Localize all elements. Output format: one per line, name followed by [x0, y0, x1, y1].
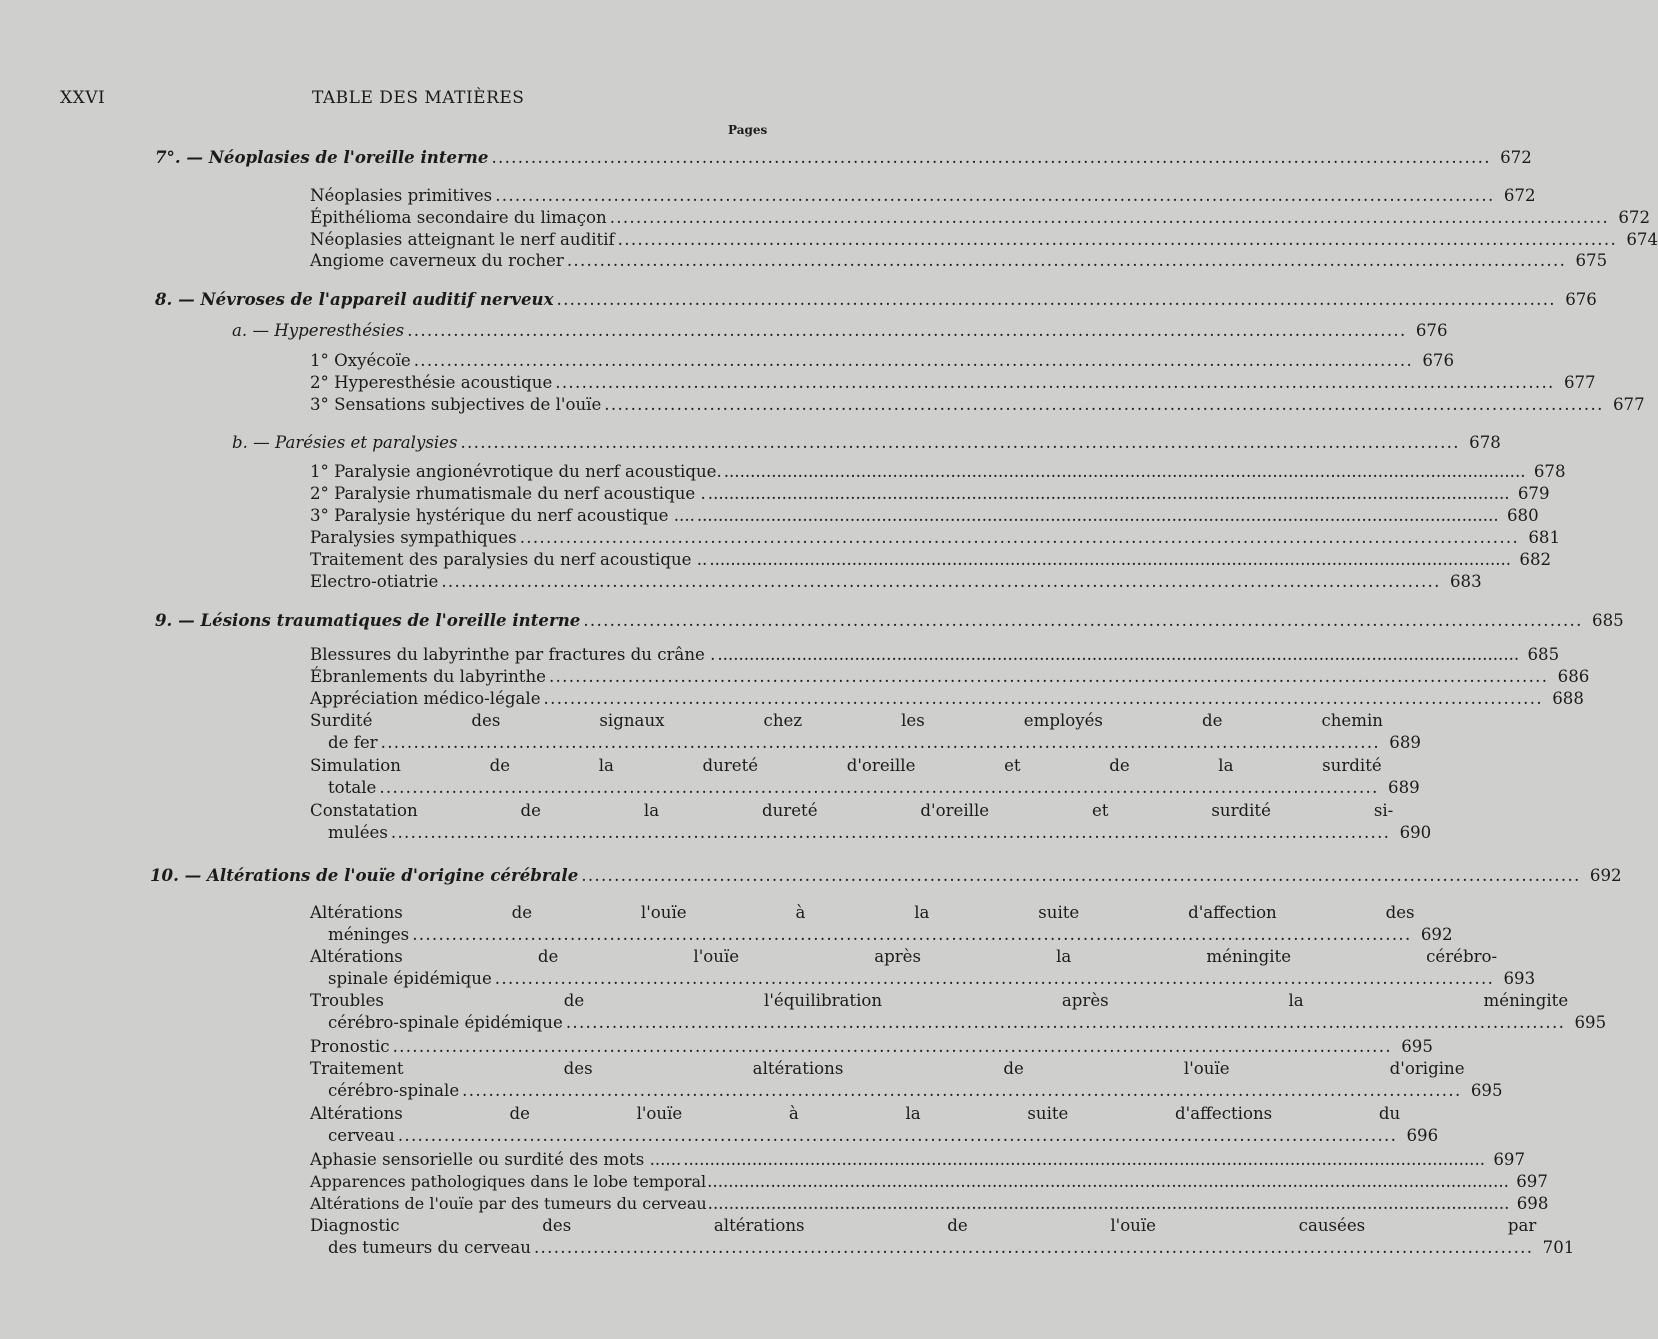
page-number: 677	[1612, 395, 1645, 414]
leader-dots	[457, 432, 1462, 454]
leader-dots	[578, 865, 1583, 887]
page-number: 695	[1470, 1080, 1503, 1100]
leader-dots	[564, 250, 1569, 272]
toc-entry-text: 3° Sensations subjectives de l'ouïe	[310, 395, 602, 414]
toc-entry	[310, 207, 1651, 229]
toc-entry	[310, 1036, 1433, 1058]
leader-dots	[492, 968, 1497, 990]
toc-entry-text: a. — Hyperesthésies	[232, 321, 405, 340]
page-number: 672	[1618, 208, 1651, 227]
toc-entry-text: Angiome caverneux du rocher	[310, 251, 564, 270]
leader-dots	[492, 185, 1497, 207]
toc-entry-text: 8. — Névroses de l'appareil auditif nerveux	[155, 289, 554, 309]
toc-entry-text: 9. — Lésions traumatiques de l'oreille interne	[155, 610, 581, 630]
page-number: 672	[1503, 186, 1536, 205]
toc-entry	[310, 372, 1596, 394]
toc-entry-text: 2° Hyperesthésie acoustique	[310, 373, 553, 392]
toc-entry	[310, 1103, 1439, 1146]
page-header	[0, 88, 800, 112]
leader-dots	[438, 571, 1443, 593]
toc-section-10	[150, 865, 1622, 887]
toc-entry	[310, 688, 1584, 710]
leader-dots	[388, 822, 1393, 844]
toc-entry	[310, 644, 1560, 666]
page-number: 683	[1450, 572, 1482, 591]
toc-entry	[310, 250, 1608, 272]
toc-entry	[310, 755, 1420, 798]
toc-entry	[310, 394, 1645, 416]
toc-section-7	[155, 147, 1532, 169]
page-number: 689	[1389, 732, 1421, 752]
page-number: 697	[1516, 1172, 1548, 1191]
page-number: 695	[1574, 1012, 1607, 1032]
toc-entry	[310, 800, 1432, 843]
leader-dots	[601, 394, 1606, 416]
leader-dots	[607, 207, 1612, 229]
page-number: 677	[1563, 373, 1596, 392]
toc-entry-text: Traitement des paralysies du nerf acoustique ..	[310, 550, 708, 569]
toc-entry-text: Blessures du labyrinthe par fractures du crâne .	[310, 645, 716, 664]
leader-dots	[707, 549, 1513, 571]
leader-dots	[390, 1036, 1395, 1058]
leader-dots	[554, 289, 1559, 311]
toc-entry-line2: mulées	[328, 822, 388, 842]
leader-dots	[563, 1012, 1568, 1034]
toc-subsection-b	[232, 432, 1501, 454]
toc-entry	[310, 946, 1536, 989]
toc-entry-text: 1° Paralysie angionévrotique du nerf acoustique.	[310, 462, 722, 481]
leader-dots	[715, 644, 1521, 666]
toc-entry	[310, 527, 1561, 549]
leader-dots	[615, 229, 1620, 251]
toc-entry-text: Electro-otiatrie	[310, 572, 439, 591]
page-number: 692	[1589, 866, 1622, 885]
leader-dots	[378, 732, 1383, 754]
toc-entry-text: Altérations de l'ouïe par des tumeurs du cerveau	[310, 1194, 707, 1213]
toc-entry	[310, 571, 1482, 593]
page-number: 676	[1565, 290, 1597, 309]
toc-entry-text: Aphasie sensorielle ou surdité des mots ......	[310, 1150, 682, 1169]
page-number: 678	[1469, 433, 1501, 452]
page-number: 686	[1557, 667, 1590, 686]
leader-dots	[707, 1193, 1511, 1215]
page-number: 688	[1552, 689, 1584, 708]
toc-entry-text: Paralysies sympathiques	[310, 528, 517, 547]
toc-entry-text: Néoplasies primitives	[310, 186, 493, 205]
toc-entry-line2: spinale épidémique	[328, 968, 492, 988]
leader-dots	[404, 320, 1409, 342]
toc-entry	[310, 902, 1453, 945]
page-number: 693	[1503, 968, 1536, 988]
toc-entry-text: 2° Paralysie rhumatismale du nerf acoustique .	[310, 484, 706, 503]
toc-entry-line1: Altérations de l'ouïe après la méningite cérébro-	[310, 947, 1498, 966]
leader-dots	[681, 1149, 1487, 1171]
toc-entry	[310, 350, 1455, 372]
page-number: 695	[1401, 1037, 1433, 1056]
page-number: 672	[1500, 148, 1532, 167]
leader-dots	[459, 1080, 1464, 1102]
toc-entry	[310, 185, 1536, 207]
leader-dots	[546, 666, 1551, 688]
toc-entry-line2: cérébro-spinale épidémique	[328, 1012, 563, 1032]
page-number: 676	[1422, 351, 1455, 370]
page-number: 685	[1592, 611, 1624, 630]
page-number: 674	[1626, 230, 1658, 249]
leader-dots	[541, 688, 1546, 710]
toc-entry-line1: Altérations de l'ouïe à la suite d'affections du	[310, 1104, 1401, 1123]
toc-entry-text: 7°. — Néoplasies de l'oreille interne	[155, 147, 489, 167]
leader-dots	[706, 483, 1512, 505]
leader-dots	[411, 350, 1416, 372]
toc-entry-line1: Altérations de l'ouïe à la suite d'affection des	[310, 903, 1415, 922]
toc-entry-line2: cérébro-spinale	[328, 1080, 460, 1100]
page-number: 698	[1516, 1194, 1549, 1213]
page-number: 701	[1542, 1237, 1575, 1257]
toc-entry	[310, 1149, 1526, 1171]
pages-column-label: Pages	[728, 123, 768, 137]
toc-entry-text: 1° Oxyécoïe	[310, 351, 411, 370]
page-number: 696	[1406, 1125, 1439, 1145]
page-number: 697	[1493, 1150, 1526, 1169]
leader-dots	[695, 505, 1501, 527]
page-number: 681	[1528, 528, 1561, 547]
toc-entry-text: 3° Paralysie hystérique du nerf acoustique ....	[310, 506, 695, 525]
page-number: 676	[1415, 321, 1448, 340]
leader-dots	[722, 461, 1528, 483]
page-folio: XXVI	[60, 88, 106, 108]
toc-entry-text: b. — Parésies et paralysies	[232, 433, 458, 452]
page-number: 678	[1533, 462, 1566, 481]
toc-entry-text: Appréciation médico-légale	[310, 689, 541, 708]
toc-entry-line2: cerveau	[328, 1125, 395, 1145]
page-number: 685	[1527, 645, 1560, 664]
toc-entry	[310, 666, 1590, 688]
toc-entry	[310, 549, 1552, 571]
leader-dots	[706, 1171, 1510, 1193]
toc-entry-line1: Troubles de l'équilibration après la méningite	[310, 991, 1569, 1010]
leader-dots	[580, 610, 1585, 632]
toc-subsection-a	[232, 320, 1448, 342]
leader-dots	[376, 777, 1381, 799]
page-number: 675	[1575, 251, 1608, 270]
toc-entry-text: Pronostic	[310, 1037, 390, 1056]
toc-entry-text: Néoplasies atteignant le nerf auditif	[310, 230, 615, 249]
toc-entry	[310, 1215, 1575, 1258]
toc-entry	[310, 229, 1658, 251]
toc-entry	[310, 1058, 1503, 1101]
page-number: 689	[1388, 777, 1420, 797]
page-number: 679	[1517, 484, 1550, 503]
leader-dots	[552, 372, 1557, 394]
leader-dots	[531, 1237, 1536, 1259]
toc-entry-line2: des tumeurs du cerveau	[328, 1237, 531, 1257]
toc-entry	[310, 710, 1421, 753]
toc-entry-line2: de fer	[328, 732, 378, 752]
leader-dots	[488, 147, 1493, 169]
toc-entry-text: 10. — Altérations de l'ouïe d'origine cérébrale	[150, 865, 579, 885]
toc-entry-text: Ébranlements du labyrinthe	[310, 667, 546, 686]
toc-section-8	[155, 289, 1597, 311]
toc-entry-line2: totale	[328, 777, 377, 797]
toc-entry-line2: méninges	[328, 924, 410, 944]
toc-entry-line1: Diagnostic des altérations de l'ouïe causées par	[310, 1216, 1537, 1235]
page-number: 690	[1399, 822, 1432, 842]
page-number: 692	[1420, 924, 1453, 944]
toc-entry	[310, 990, 1607, 1033]
toc-entry-line1: Surdité des signaux chez les employés de chemin	[310, 711, 1383, 730]
running-title: TABLE DES MATIÈRES	[312, 88, 525, 108]
toc-entry-text: Épithélioma secondaire du limaçon	[310, 208, 607, 227]
page-number: 682	[1519, 550, 1552, 569]
leader-dots	[517, 527, 1522, 549]
toc-entry-line1: Constatation de la dureté d'oreille et surdité si-	[310, 801, 1394, 820]
toc-entry	[310, 1171, 1548, 1193]
toc-section-9	[155, 610, 1624, 632]
toc-entry-line1: Simulation de la dureté d'oreille et de la surdité	[310, 756, 1382, 775]
toc-entry-text: Apparences pathologiques dans le lobe temporal	[310, 1172, 707, 1191]
toc-entry-line1: Traitement des altérations de l'ouïe d'origine	[310, 1059, 1465, 1078]
leader-dots	[409, 924, 1414, 946]
toc-entry	[310, 461, 1566, 483]
page-number: 680	[1506, 506, 1539, 525]
leader-dots	[395, 1125, 1400, 1147]
toc-entry	[310, 483, 1550, 505]
toc-entry	[310, 1193, 1549, 1215]
toc-entry	[310, 505, 1539, 527]
